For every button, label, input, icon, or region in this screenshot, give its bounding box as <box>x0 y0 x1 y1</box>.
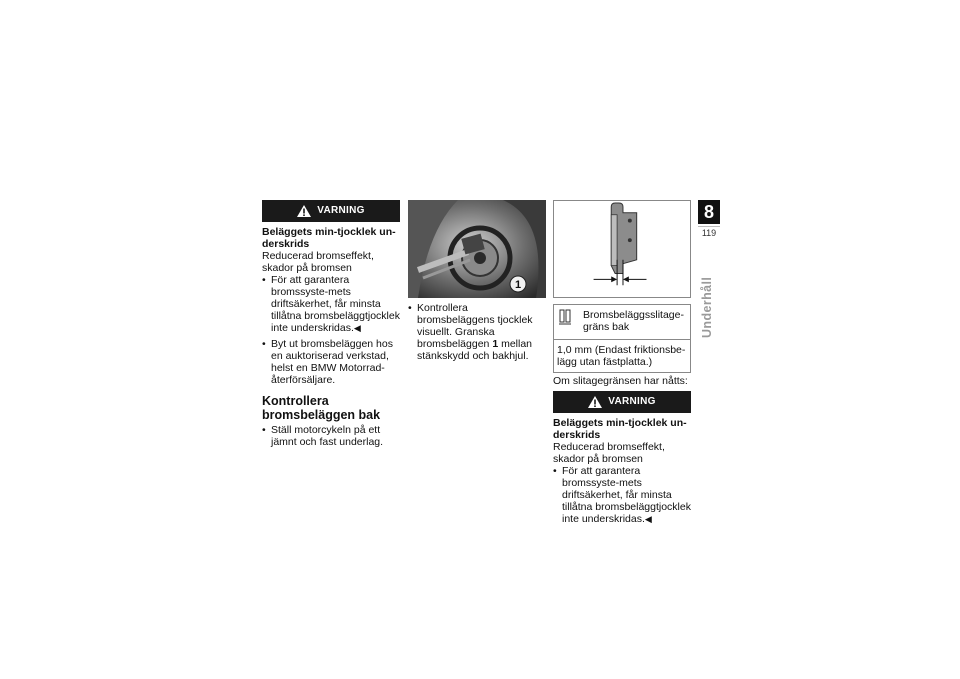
spec-label: Bromsbeläggsslitage-gräns bak <box>583 309 684 333</box>
list-item-text: För att garantera bromssyste-mets driftsäkerhet, får minsta tillåtna bromsbeläggtjocklek inte underskridas. <box>271 274 400 334</box>
heading-bullet-list <box>262 424 400 448</box>
end-mark-icon: ◀ <box>353 323 361 333</box>
warning-label: VARNING <box>608 396 656 407</box>
brake-pad-wear-icon <box>557 309 575 325</box>
list-item-text: Ställ motorcykeln på ett jämnt och fast underlag. <box>271 424 384 448</box>
warning-banner <box>262 200 400 222</box>
condition-text: Om slitagegränsen har nåtts: <box>553 375 688 387</box>
warning-text: Reducerad bromseffekt, skador på bromsen <box>262 250 374 274</box>
list-item-text: mellan stänkskydd och bakhjul. <box>417 338 533 362</box>
bullet-list <box>408 302 546 362</box>
end-mark-icon: ◀ <box>644 514 652 524</box>
list-item-text: Kontrollera bromsbeläggens tjocklek visuellt. Granska bromsbeläggen <box>417 302 533 350</box>
column-3 <box>553 200 691 529</box>
list-item <box>262 274 400 334</box>
section-heading: Kontrollera bromsbeläggen bak <box>262 394 381 422</box>
list-item-text: För att garantera bromssyste-mets driftsäkerhet, får minsta tillåtna bromsbeläggtjocklek inte underskridas. <box>562 465 691 525</box>
bullet-list <box>262 338 400 386</box>
chapter-tab: 8 <box>698 200 720 224</box>
warning-triangle-icon <box>297 205 311 217</box>
list-item <box>553 465 691 525</box>
spec-table <box>553 304 691 373</box>
page-divider <box>698 226 720 227</box>
list-item <box>408 302 546 362</box>
spec-row-label <box>554 305 690 340</box>
rear-brake-photo <box>408 200 546 298</box>
column-1 <box>262 200 400 452</box>
section-label: Underhåll <box>700 276 714 338</box>
photo-callout: 1 <box>514 279 522 291</box>
page-number: 119 <box>701 228 717 238</box>
list-item-text: Byt ut bromsbeläggen hos en auktoriserad verkstad, helst en BMW Motorrad-återförsäljare. <box>271 338 393 386</box>
warning-banner <box>553 391 691 413</box>
warning-title: Beläggets min-tjocklek un-derskrids <box>553 417 687 441</box>
callout-reference: 1 <box>492 338 499 350</box>
brake-pad-diagram <box>553 200 691 298</box>
warning-bullet-list <box>553 465 691 525</box>
list-item <box>262 338 400 386</box>
column-2 <box>408 200 546 366</box>
warning-label: VARNING <box>317 205 365 216</box>
warning-triangle-icon <box>588 396 602 408</box>
warning-bullet-list <box>262 274 400 334</box>
spec-value: 1,0 mm (Endast friktionsbe-lägg utan fästplatta.) <box>557 344 686 368</box>
warning-title: Beläggets min-tjocklek un-derskrids <box>262 226 396 250</box>
warning-text: Reducerad bromseffekt, skador på bromsen <box>553 441 665 465</box>
list-item <box>262 424 400 448</box>
